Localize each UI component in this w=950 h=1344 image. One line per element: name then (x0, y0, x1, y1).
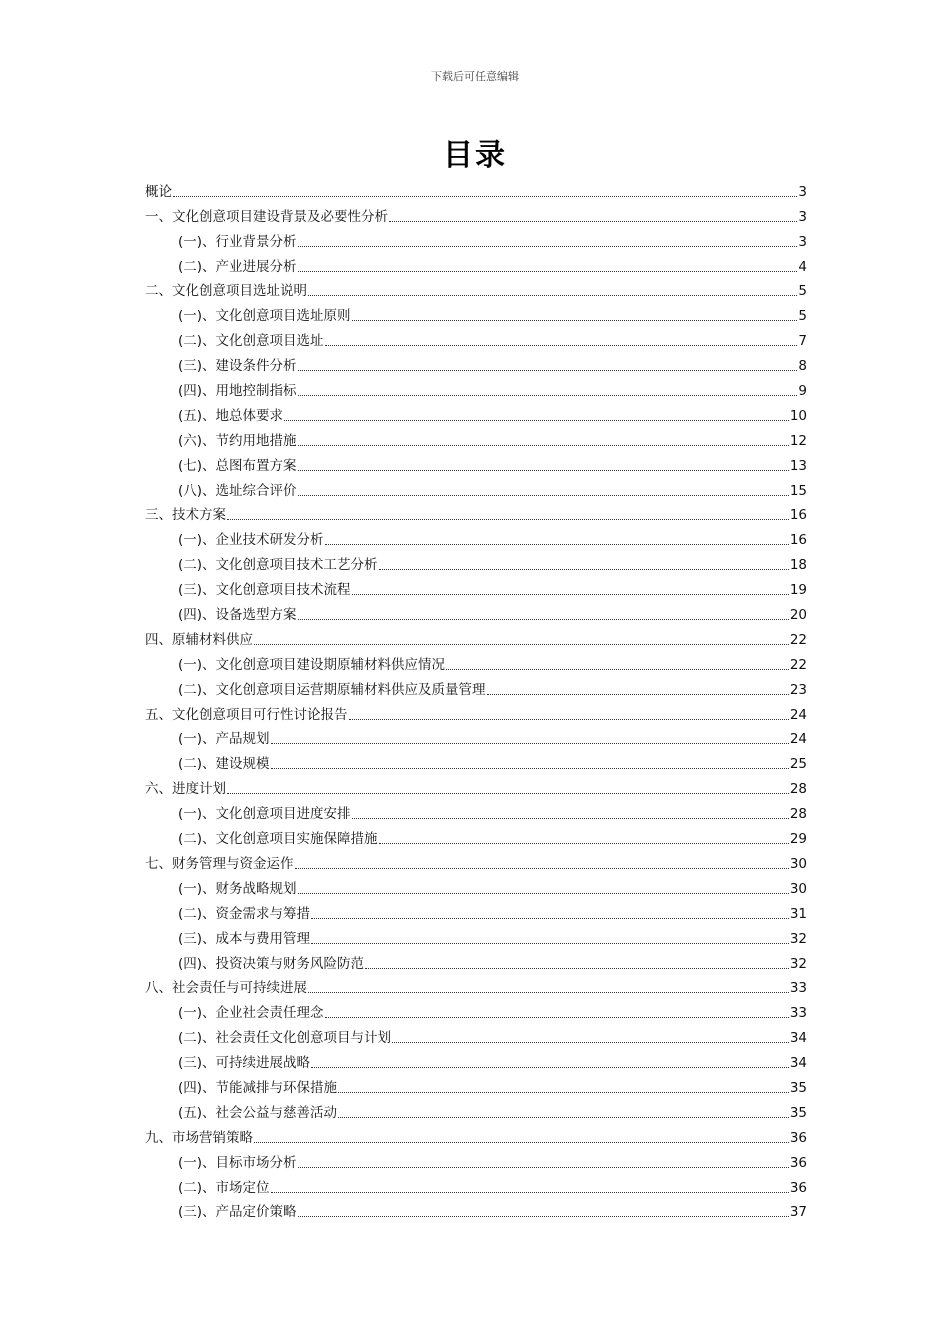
toc-dot-leader (352, 594, 789, 595)
toc-entry[interactable] (145, 176, 807, 201)
toc-entry[interactable] (145, 599, 807, 624)
toc-entry-label: (七)、总图布置方案 (178, 457, 297, 474)
toc-entry[interactable] (145, 201, 807, 226)
toc-entry-label: (二)、建设规模 (178, 756, 270, 773)
toc-dot-leader (311, 943, 789, 944)
toc-entry[interactable] (145, 798, 807, 823)
toc-entry[interactable] (145, 375, 807, 400)
toc-dot-leader (298, 246, 798, 247)
toc-entry[interactable] (145, 823, 807, 848)
toc-entry-page: 25 (789, 756, 807, 773)
toc-entry[interactable] (145, 1197, 807, 1222)
toc-entry[interactable] (145, 1047, 807, 1072)
toc-entry-label: (二)、社会责任文化创意项目与计划 (178, 1030, 392, 1047)
toc-entry-label: (二)、文化创意项目运营期原辅材料供应及质量管理 (178, 681, 486, 698)
toc-entry-label: 九、市场营销策略 (145, 1129, 253, 1146)
toc-dot-leader (298, 470, 789, 471)
toc-entry[interactable] (145, 699, 807, 724)
toc-entry[interactable] (145, 649, 807, 674)
toc-entry-label: (五)、社会公益与慈善活动 (178, 1104, 338, 1121)
toc-entry-page: 30 (789, 855, 807, 872)
toc-entry-page: 35 (789, 1104, 807, 1121)
toc-dot-leader (254, 644, 789, 645)
toc-entry-page: 9 (798, 383, 807, 400)
toc-entry[interactable] (145, 226, 807, 251)
toc-entry-page: 32 (789, 930, 807, 947)
toc-dot-leader (392, 1042, 789, 1043)
toc-entry-label: (四)、用地控制指标 (178, 383, 297, 400)
toc-dot-leader (325, 345, 798, 346)
toc-dot-leader (227, 519, 789, 520)
toc-entry-page: 5 (798, 308, 807, 325)
toc-dot-leader (298, 893, 789, 894)
toc-entry-page: 22 (789, 631, 807, 648)
toc-entry-page: 29 (789, 831, 807, 848)
toc-entry-page: 3 (798, 183, 807, 200)
toc-dot-leader (379, 843, 789, 844)
toc-dot-leader (298, 271, 798, 272)
toc-entry-page: 4 (798, 258, 807, 275)
toc-entry-label: 四、原辅材料供应 (145, 631, 253, 648)
toc-entry-page: 35 (789, 1079, 807, 1096)
toc-entry-label: (三)、文化创意项目技术流程 (178, 582, 351, 599)
toc-dot-leader (308, 992, 789, 993)
toc-entry-page: 10 (789, 407, 807, 424)
toc-dot-leader (298, 1216, 789, 1217)
toc-entry-label: (一)、财务战略规划 (178, 880, 297, 897)
toc-entry-page: 19 (789, 582, 807, 599)
toc-entry[interactable] (145, 450, 807, 475)
toc-entry-label: (四)、投资决策与财务风险防范 (178, 955, 365, 972)
toc-dot-leader (325, 1017, 789, 1018)
toc-dot-leader (271, 743, 789, 744)
toc-entry-label: (二)、文化创意项目实施保障措施 (178, 831, 378, 848)
toc-dot-leader (298, 619, 789, 620)
toc-entry-label: (六)、节约用地措施 (178, 432, 297, 449)
toc-entry-page: 36 (789, 1179, 807, 1196)
table-of-contents (145, 176, 807, 1221)
toc-dot-leader (298, 495, 789, 496)
toc-dot-leader (298, 370, 798, 371)
toc-entry-page: 3 (798, 233, 807, 250)
toc-entry-label: (一)、目标市场分析 (178, 1154, 297, 1171)
toc-dot-leader (389, 221, 797, 222)
toc-entry-page: 28 (789, 806, 807, 823)
toc-dot-leader (338, 1117, 789, 1118)
toc-entry-label: (二)、文化创意项目技术工艺分析 (178, 557, 378, 574)
toc-entry[interactable] (145, 624, 807, 649)
toc-entry-label: (三)、产品定价策略 (178, 1204, 297, 1221)
toc-entry-label: (一)、产品规划 (178, 731, 270, 748)
toc-entry-label: 二、文化创意项目选址说明 (145, 283, 307, 300)
toc-entry-page: 3 (798, 208, 807, 225)
toc-dot-leader (298, 445, 789, 446)
toc-dot-leader (325, 544, 789, 545)
page-title: 目录 (443, 138, 507, 173)
toc-entry[interactable] (145, 923, 807, 948)
toc-entry[interactable] (145, 574, 807, 599)
toc-dot-leader (379, 569, 789, 570)
toc-dot-leader (295, 868, 789, 869)
toc-entry[interactable] (145, 500, 807, 525)
toc-entry[interactable] (145, 1147, 807, 1172)
toc-entry[interactable] (145, 300, 807, 325)
toc-entry-page: 31 (789, 905, 807, 922)
toc-entry[interactable] (145, 674, 807, 699)
toc-entry-label: (五)、地总体要求 (178, 407, 284, 424)
toc-entry-page: 15 (789, 482, 807, 499)
toc-entry-label: (一)、文化创意项目选址原则 (178, 308, 351, 325)
toc-entry-page: 28 (789, 781, 807, 798)
toc-entry-page: 12 (789, 432, 807, 449)
toc-entry-label: (二)、市场定位 (178, 1179, 270, 1196)
toc-entry-page: 20 (789, 607, 807, 624)
toc-dot-leader (352, 818, 789, 819)
toc-entry-page: 18 (789, 557, 807, 574)
toc-entry-label: (八)、选址综合评价 (178, 482, 297, 499)
toc-entry-page: 36 (789, 1129, 807, 1146)
toc-entry[interactable] (145, 873, 807, 898)
toc-entry-label: (四)、设备选型方案 (178, 607, 297, 624)
toc-entry-page: 7 (798, 333, 807, 350)
toc-dot-leader (227, 793, 789, 794)
toc-dot-leader (298, 395, 798, 396)
toc-dot-leader (365, 968, 789, 969)
toc-dot-leader (338, 1092, 789, 1093)
toc-dot-leader (352, 320, 798, 321)
toc-entry[interactable] (145, 350, 807, 375)
toc-dot-leader (311, 1067, 789, 1068)
toc-entry[interactable] (145, 773, 807, 798)
toc-entry-label: 八、社会责任与可持续进展 (145, 980, 307, 997)
toc-dot-leader (446, 669, 789, 670)
toc-entry-page: 23 (789, 681, 807, 698)
header-note: 下载后可任意编辑 (431, 70, 519, 83)
toc-entry[interactable] (145, 475, 807, 500)
toc-entry[interactable] (145, 524, 807, 549)
toc-entry[interactable] (145, 948, 807, 973)
toc-entry-label: 五、文化创意项目可行性讨论报告 (145, 706, 348, 723)
toc-entry-page: 36 (789, 1154, 807, 1171)
toc-entry[interactable] (145, 1097, 807, 1122)
toc-entry-page: 33 (789, 980, 807, 997)
toc-dot-leader (284, 420, 789, 421)
toc-entry-label: 六、进度计划 (145, 781, 226, 798)
toc-entry-label: (一)、企业社会责任理念 (178, 1005, 324, 1022)
toc-entry-page: 33 (789, 1005, 807, 1022)
toc-entry-page: 32 (789, 955, 807, 972)
toc-entry-page: 37 (789, 1204, 807, 1221)
toc-entry[interactable] (145, 1072, 807, 1097)
toc-entry-page: 16 (789, 532, 807, 549)
toc-entry-page: 22 (789, 656, 807, 673)
toc-entry[interactable] (145, 425, 807, 450)
toc-entry[interactable] (145, 997, 807, 1022)
toc-entry-page: 8 (798, 358, 807, 375)
toc-entry[interactable] (145, 325, 807, 350)
toc-entry-label: (一)、行业背景分析 (178, 233, 297, 250)
toc-entry-label: (三)、建设条件分析 (178, 358, 297, 375)
toc-entry-page: 24 (789, 706, 807, 723)
toc-entry-label: (一)、文化创意项目进度安排 (178, 806, 351, 823)
toc-entry-page: 34 (789, 1055, 807, 1072)
toc-dot-leader (349, 719, 789, 720)
toc-entry-label: (二)、文化创意项目选址 (178, 333, 324, 350)
toc-entry-label: 七、财务管理与资金运作 (145, 855, 294, 872)
toc-entry[interactable] (145, 251, 807, 276)
toc-entry-page: 30 (789, 880, 807, 897)
toc-entry-label: (四)、节能减排与环保措施 (178, 1079, 338, 1096)
toc-entry[interactable] (145, 748, 807, 773)
toc-entry[interactable] (145, 549, 807, 574)
toc-entry[interactable] (145, 724, 807, 749)
toc-dot-leader (487, 694, 789, 695)
toc-entry[interactable] (145, 1172, 807, 1197)
toc-dot-leader (271, 768, 789, 769)
toc-entry-label: 概论 (145, 183, 172, 200)
toc-entry-label: (三)、可持续进展战略 (178, 1055, 311, 1072)
toc-entry-page: 34 (789, 1030, 807, 1047)
toc-entry[interactable] (145, 848, 807, 873)
toc-entry[interactable] (145, 1122, 807, 1147)
toc-dot-leader (298, 1167, 789, 1168)
toc-dot-leader (311, 918, 789, 919)
toc-entry-label: 一、文化创意项目建设背景及必要性分析 (145, 208, 388, 225)
toc-entry-page: 24 (789, 731, 807, 748)
toc-entry-label: (三)、成本与费用管理 (178, 930, 311, 947)
toc-dot-leader (271, 1192, 789, 1193)
toc-dot-leader (254, 1142, 789, 1143)
toc-entry[interactable] (145, 400, 807, 425)
toc-entry-page: 5 (798, 283, 807, 300)
toc-entry-label: (一)、企业技术研发分析 (178, 532, 324, 549)
toc-entry[interactable] (145, 898, 807, 923)
toc-entry[interactable] (145, 276, 807, 301)
toc-entry-label: 三、技术方案 (145, 507, 226, 524)
toc-entry-page: 13 (789, 457, 807, 474)
toc-entry-label: (二)、产业进展分析 (178, 258, 297, 275)
toc-entry-label: (一)、文化创意项目建设期原辅材料供应情况 (178, 656, 446, 673)
toc-dot-leader (173, 196, 797, 197)
toc-entry[interactable] (145, 973, 807, 998)
toc-dot-leader (308, 295, 797, 296)
toc-entry[interactable] (145, 1022, 807, 1047)
toc-entry-page: 16 (789, 507, 807, 524)
toc-entry-label: (二)、资金需求与筹措 (178, 905, 311, 922)
